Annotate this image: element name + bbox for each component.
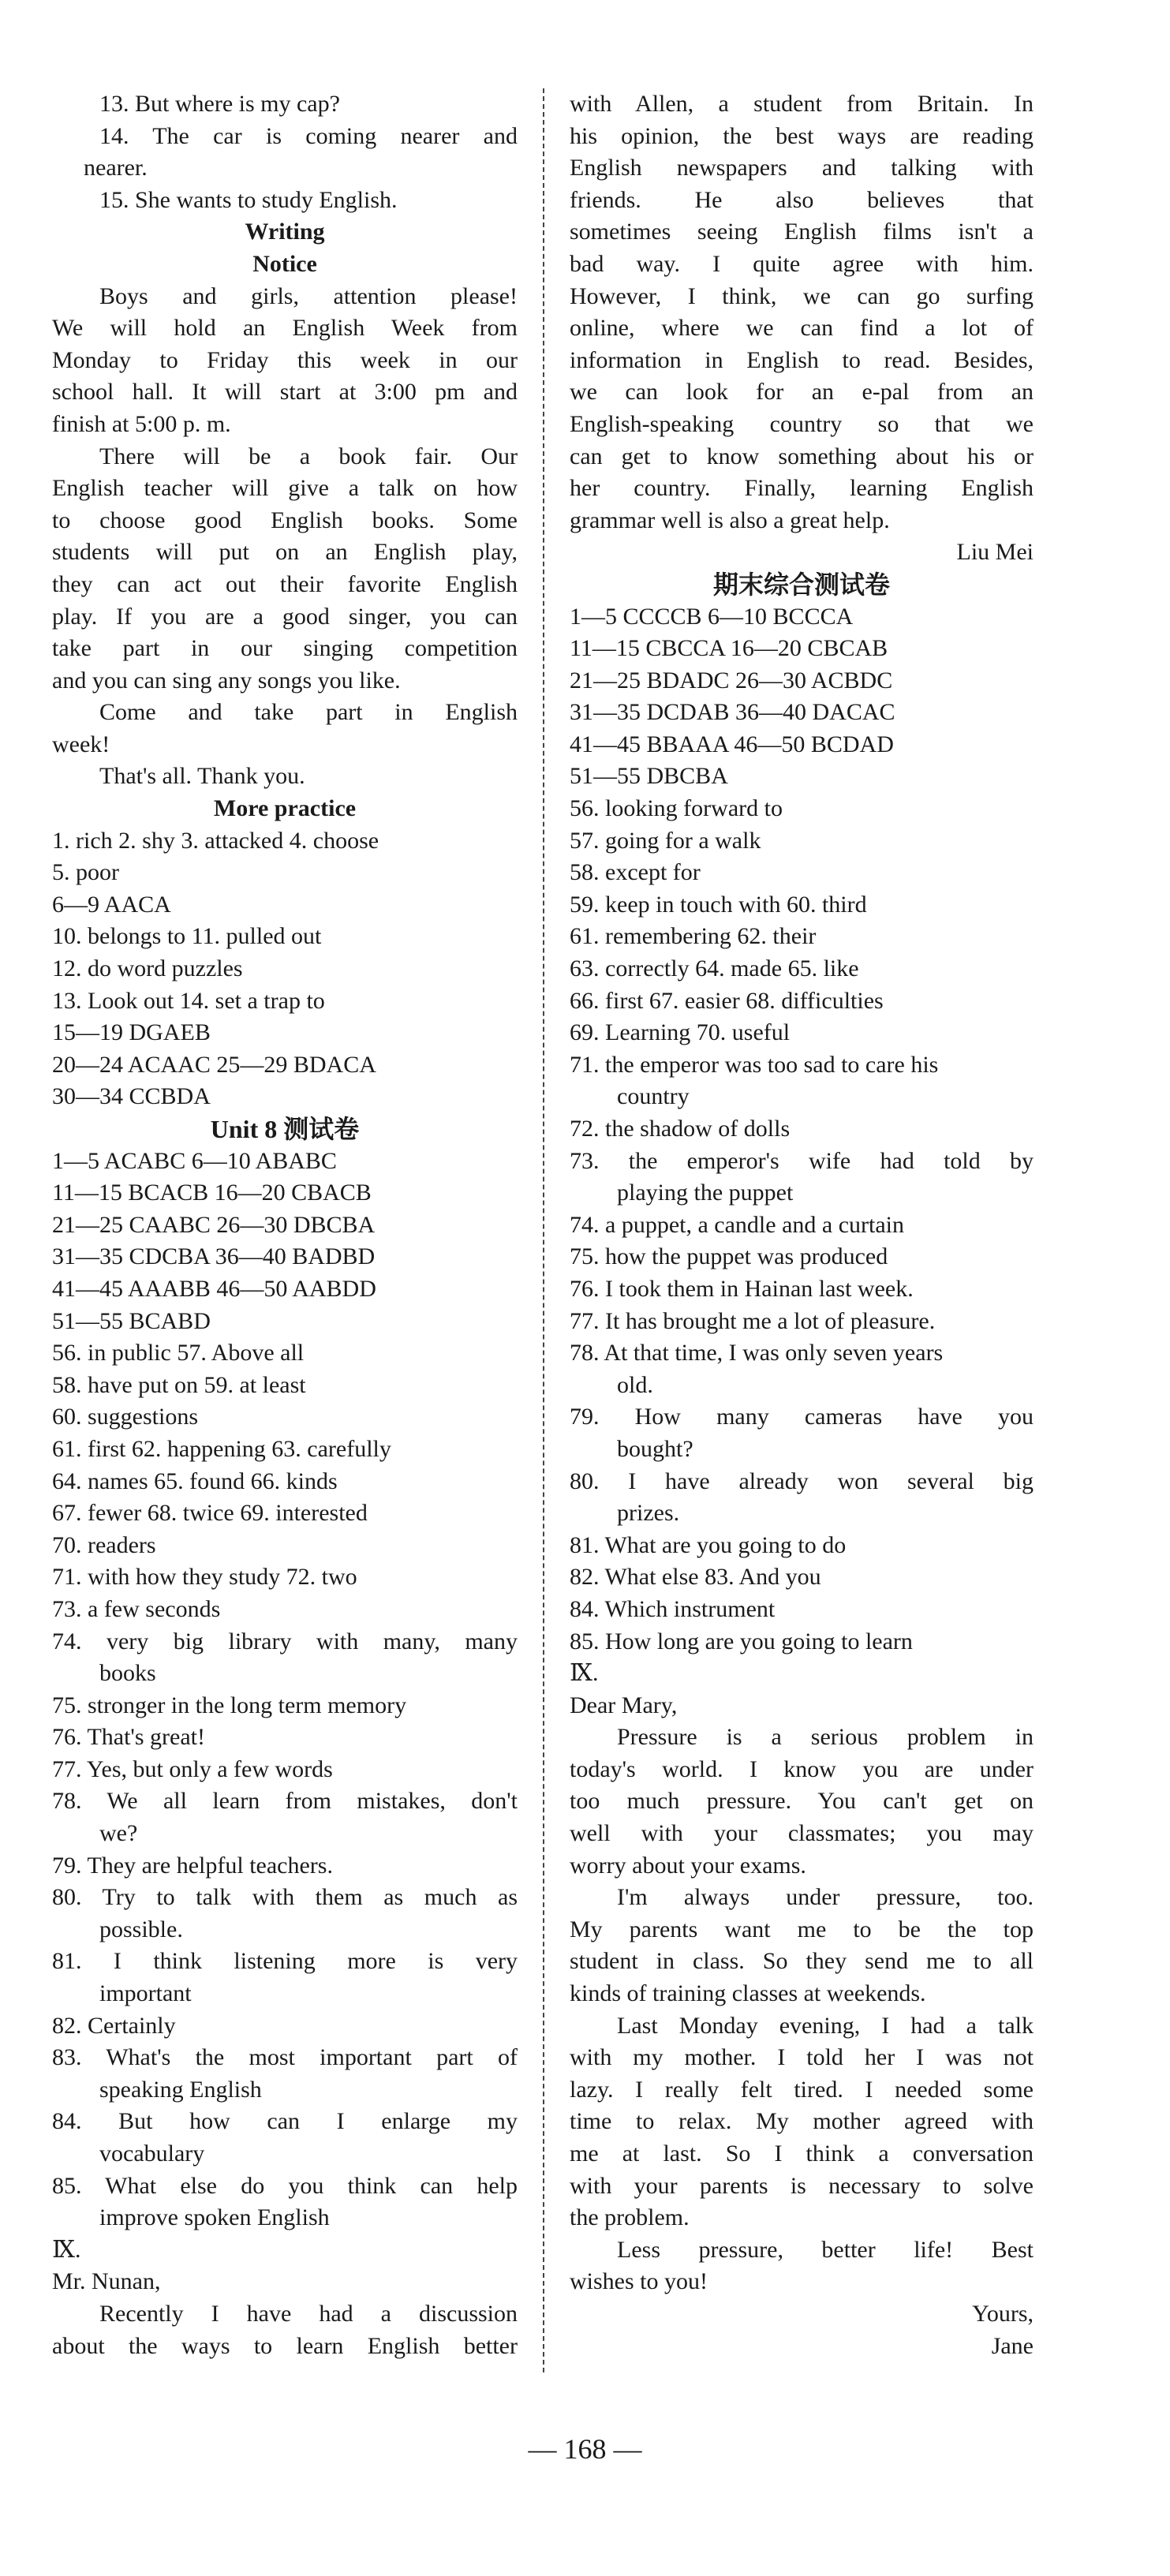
right-line: with my mother. I told her I was not bbox=[570, 2044, 1034, 2071]
left-line: 71. with how they study 72. two bbox=[52, 1564, 357, 1591]
right-line: 74. a puppet, a candle and a curtain bbox=[570, 1211, 904, 1238]
right-line: Less pressure, better life! Best bbox=[617, 2236, 1034, 2263]
left-line: Recently I have had a discussion bbox=[99, 2300, 518, 2327]
column-divider bbox=[543, 88, 544, 2372]
right-line: information in English to read. Besides, bbox=[570, 346, 1034, 373]
left-line: play. If you are a good singer, you can bbox=[52, 603, 518, 630]
left-line: 73. a few seconds bbox=[52, 1595, 221, 1622]
page-number: — 168 — bbox=[528, 2433, 642, 2465]
left-line: We will hold an English Week from bbox=[52, 315, 518, 342]
left-line: 79. They are helpful teachers. bbox=[52, 1852, 333, 1879]
right-line: I'm always under pressure, too. bbox=[617, 1884, 1034, 1911]
right-line: 21—25 BDADC 26—30 ACBDC bbox=[570, 667, 893, 694]
left-line: 15. She wants to study English. bbox=[99, 186, 398, 213]
right-line: 84. Which instrument bbox=[570, 1595, 776, 1622]
left-line: Writing bbox=[245, 219, 325, 245]
right-line: 69. Learning 70. useful bbox=[570, 1019, 791, 1046]
left-line: That's all. Thank you. bbox=[99, 763, 305, 790]
left-line: they can act out their favorite English bbox=[52, 570, 518, 597]
right-line: English-speaking country so that we bbox=[570, 410, 1034, 437]
left-line: 78. We all learn from mistakes, don't bbox=[52, 1788, 518, 1815]
left-line: 1. rich 2. shy 3. attacked 4. choose bbox=[52, 827, 379, 854]
right-line: grammar well is also a great help. bbox=[570, 507, 890, 533]
left-line: improve spoken English bbox=[99, 2204, 330, 2231]
left-line: 51—55 BCABD bbox=[52, 1307, 211, 1334]
left-line: Boys and girls, attention please! bbox=[99, 282, 518, 309]
right-line: Jane bbox=[991, 2332, 1034, 2359]
right-line: prizes. bbox=[617, 1500, 680, 1527]
right-line: 63. correctly 64. made 65. like bbox=[570, 955, 859, 982]
right-line: too much pressure. You can't get on bbox=[570, 1788, 1034, 1815]
left-line: 81. I think listening more is very bbox=[52, 1948, 518, 1975]
right-line: friends. He also believes that bbox=[570, 186, 1034, 213]
left-line: to choose good English books. Some bbox=[52, 507, 518, 533]
right-line: bought? bbox=[617, 1435, 693, 1462]
left-line: 13. But where is my cap? bbox=[99, 91, 340, 117]
right-line: However, I think, we can go surfing bbox=[570, 282, 1034, 309]
left-line: speaking English bbox=[99, 2076, 262, 2103]
left-line: 15—19 DGAEB bbox=[52, 1019, 211, 1046]
right-line: his opinion, the best ways are reading bbox=[570, 122, 1034, 149]
left-line: 10. belongs to 11. pulled out bbox=[52, 923, 322, 950]
right-line: 期末综合测试卷 bbox=[712, 570, 890, 599]
left-line: important bbox=[99, 1980, 192, 2007]
right-line: 58. except for bbox=[570, 859, 701, 886]
left-line: 14. The car is coming nearer and bbox=[99, 122, 518, 149]
left-line: 76. That's great! bbox=[52, 1724, 205, 1751]
right-line: 66. first 67. easier 68. difficulties bbox=[570, 987, 884, 1014]
right-line: with your parents is necessary to solve bbox=[570, 2172, 1034, 2199]
right-line: 61. remembering 62. their bbox=[570, 923, 817, 950]
left-line: take part in our singing competition bbox=[52, 635, 518, 662]
left-line: 74. very big library with many, many bbox=[52, 1628, 518, 1654]
left-line: 61. first 62. happening 63. carefully bbox=[52, 1435, 391, 1462]
left-line: 1—5 ACABC 6—10 ABABC bbox=[52, 1147, 337, 1174]
left-line: Come and take part in English bbox=[99, 699, 518, 726]
left-line: 13. Look out 14. set a trap to bbox=[52, 987, 325, 1014]
right-line: Ⅸ. bbox=[570, 1660, 599, 1687]
right-line: Dear Mary, bbox=[570, 1692, 678, 1718]
left-line: 30—34 CCBDA bbox=[52, 1083, 211, 1110]
left-line: 5. poor bbox=[52, 859, 119, 886]
left-line: and you can sing any songs you like. bbox=[52, 667, 401, 694]
right-line: today's world. I know you are under bbox=[570, 1755, 1034, 1782]
left-line: 11—15 BCACB 16—20 CBACB bbox=[52, 1180, 372, 1206]
right-line: we can look for an e-pal from an bbox=[570, 379, 1034, 406]
left-line: Notice bbox=[252, 250, 317, 277]
left-line: 31—35 CDCBA 36—40 BADBD bbox=[52, 1243, 376, 1270]
right-line: 59. keep in touch with 60. third bbox=[570, 891, 867, 918]
right-line: 56. looking forward to bbox=[570, 795, 783, 822]
left-line: 41—45 AAABB 46—50 AABDD bbox=[52, 1275, 376, 1302]
right-line: old. bbox=[617, 1371, 653, 1398]
right-line: 72. the shadow of dolls bbox=[570, 1116, 791, 1142]
right-line: 76. I took them in Hainan last week. bbox=[570, 1275, 914, 1302]
right-line: worry about your exams. bbox=[570, 1852, 806, 1879]
left-line: 12. do word puzzles bbox=[52, 955, 243, 982]
right-line: Liu Mei bbox=[956, 539, 1034, 566]
left-line: 21—25 CAABC 26—30 DBCBA bbox=[52, 1211, 376, 1238]
left-line: 58. have put on 59. at least bbox=[52, 1371, 306, 1398]
left-line: 77. Yes, but only a few words bbox=[52, 1755, 333, 1782]
left-line: Ⅸ. bbox=[52, 2236, 81, 2263]
right-line: 78. At that time, I was only seven years bbox=[570, 1340, 944, 1367]
left-line: 56. in public 57. Above all bbox=[52, 1340, 305, 1367]
right-line: the problem. bbox=[570, 2204, 690, 2231]
right-line: wishes to you! bbox=[570, 2268, 708, 2295]
right-line: 79. How many cameras have you bbox=[570, 1404, 1034, 1430]
left-line: More practice bbox=[213, 795, 357, 822]
right-line: with Allen, a student from Britain. In bbox=[570, 91, 1034, 117]
left-line: 6—9 AACA bbox=[52, 891, 171, 918]
left-line: Monday to Friday this week in our bbox=[52, 346, 518, 373]
right-line: 31—35 DCDAB 36—40 DACAC bbox=[570, 699, 895, 726]
right-line: 41—45 BBAAA 46—50 BCDAD bbox=[570, 731, 894, 757]
right-line: can get to know something about his or bbox=[570, 443, 1034, 469]
right-line: kinds of training classes at weekends. bbox=[570, 1980, 926, 2007]
left-line: 70. readers bbox=[52, 1531, 156, 1558]
left-line: students will put on an English play, bbox=[52, 539, 518, 566]
left-line: 20—24 ACAAC 25—29 BDACA bbox=[52, 1051, 376, 1078]
left-line: nearer. bbox=[84, 155, 148, 181]
left-line: 82. Certainly bbox=[52, 2012, 176, 2039]
right-line: 75. how the puppet was produced bbox=[570, 1243, 888, 1270]
right-line: 57. going for a walk bbox=[570, 827, 761, 854]
right-line: online, where we can find a lot of bbox=[570, 315, 1034, 342]
right-line: 80. I have already won several big bbox=[570, 1467, 1034, 1494]
left-line: 83. What's the most important part of bbox=[52, 2044, 518, 2071]
right-line: bad way. I quite agree with him. bbox=[570, 250, 1034, 277]
right-line: me at last. So I think a conversation bbox=[570, 2140, 1034, 2167]
left-line: 64. names 65. found 66. kinds bbox=[52, 1467, 338, 1494]
right-line: 51—55 DBCBA bbox=[570, 763, 728, 790]
left-line: vocabulary bbox=[99, 2140, 205, 2167]
left-line: 75. stronger in the long term memory bbox=[52, 1692, 407, 1718]
right-line: well with your classmates; you may bbox=[570, 1820, 1034, 1847]
right-line: 82. What else 83. And you bbox=[570, 1564, 821, 1591]
left-line: finish at 5:00 p. m. bbox=[52, 410, 231, 437]
right-line: time to relax. My mother agreed with bbox=[570, 2108, 1034, 2135]
right-line: sometimes seeing English films isn't a bbox=[570, 219, 1034, 245]
left-line: 80. Try to talk with them as much as bbox=[52, 1884, 518, 1911]
right-line: 1—5 CCCCB 6—10 BCCCA bbox=[570, 603, 854, 630]
left-line: Mr. Nunan, bbox=[52, 2268, 161, 2295]
right-line: Pressure is a serious problem in bbox=[617, 1724, 1034, 1751]
left-line: books bbox=[99, 1660, 156, 1687]
right-line: 73. the emperor's wife had told by bbox=[570, 1147, 1034, 1174]
right-line: her country. Finally, learning English bbox=[570, 475, 1034, 502]
left-line: 84. But how can I enlarge my bbox=[52, 2108, 518, 2135]
left-line: about the ways to learn English better bbox=[52, 2332, 518, 2359]
left-line: There will be a book fair. Our bbox=[99, 443, 518, 469]
left-line: we? bbox=[99, 1820, 138, 1847]
left-line: school hall. It will start at 3:00 pm and bbox=[52, 379, 518, 406]
left-line: 85. What else do you think can help bbox=[52, 2172, 518, 2199]
left-line: week! bbox=[52, 731, 110, 757]
right-line: 71. the emperor was too sad to care his bbox=[570, 1051, 939, 1078]
left-column bbox=[52, 88, 518, 2362]
left-line: Unit 8 测试卷 bbox=[210, 1115, 360, 1143]
right-line: country bbox=[617, 1083, 690, 1110]
right-column bbox=[570, 88, 1034, 2362]
left-line: possible. bbox=[99, 1916, 183, 1942]
right-line: 77. It has brought me a lot of pleasure. bbox=[570, 1307, 936, 1334]
right-line: 85. How long are you going to learn bbox=[570, 1628, 913, 1654]
right-line: lazy. I really felt tired. I needed some bbox=[570, 2076, 1034, 2103]
left-line: 60. suggestions bbox=[52, 1404, 199, 1430]
right-line: 11—15 CBCCA 16—20 CBCAB bbox=[570, 635, 888, 662]
left-line: 67. fewer 68. twice 69. interested bbox=[52, 1500, 368, 1527]
right-line: English newspapers and talking with bbox=[570, 155, 1034, 181]
left-line: English teacher will give a talk on how bbox=[52, 475, 518, 502]
right-line: student in class. So they send me to all bbox=[570, 1948, 1034, 1975]
right-line: My parents want me to be the top bbox=[570, 1916, 1034, 1942]
right-line: Last Monday evening, I had a talk bbox=[617, 2012, 1034, 2039]
right-line: Yours, bbox=[972, 2300, 1034, 2327]
right-line: playing the puppet bbox=[617, 1180, 794, 1206]
right-line: 81. What are you going to do bbox=[570, 1531, 847, 1558]
